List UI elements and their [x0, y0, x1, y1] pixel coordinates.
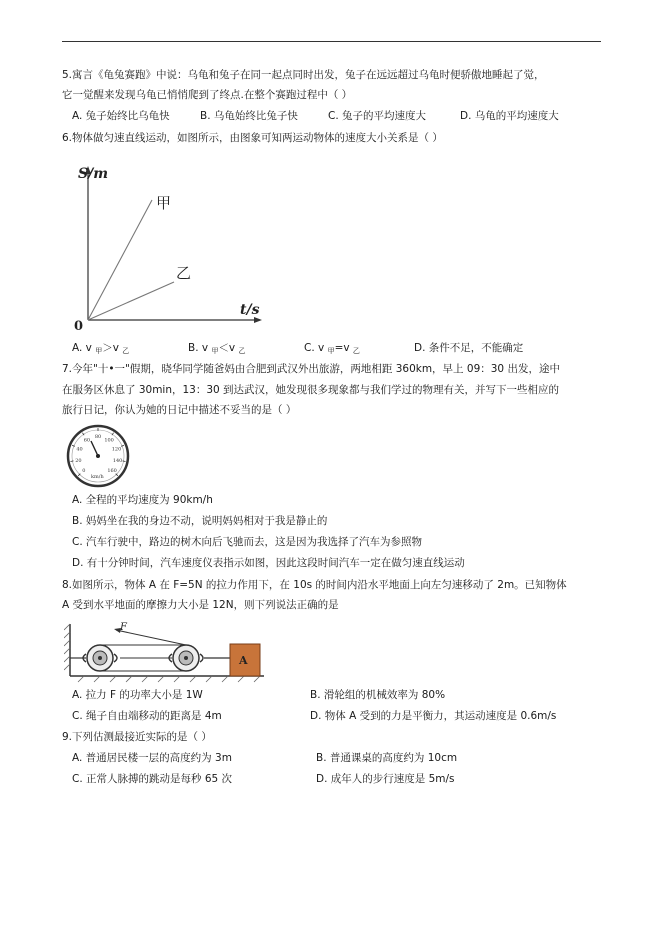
q9-option-c[interactable]: C. 正常人脉搏的跳动是每秒 65 次	[72, 773, 233, 785]
pulley-figure	[64, 618, 274, 684]
q6-option-b[interactable]: B. v $_甲$＜v $_乙$	[188, 342, 246, 355]
gauge-tick-label: 120	[111, 446, 122, 453]
gauge-tick-label: 20	[75, 457, 82, 464]
q7-stem-line2: 在服务区休息了 30min，13：30 到达武汉，她发现很多现象都与我们学过的物理有关，并写下一些相应的	[62, 384, 560, 396]
block-a-label: A	[239, 654, 248, 667]
jia-line	[88, 200, 152, 320]
q8-option-c[interactable]: C. 绳子自由端移动的距离是 4m	[72, 710, 222, 722]
q5-option-d[interactable]: D. 乌龟的平均速度大	[460, 110, 559, 122]
q6-stem: 6.物体做匀速直线运动，如图所示，由图象可知两运动物体的速度大小关系是（ ）	[62, 132, 443, 144]
q8-option-a[interactable]: A. 拉力 F 的功率大小是 1W	[72, 689, 203, 701]
x-axis-label: t/s	[240, 302, 260, 318]
q5-option-a[interactable]: A. 兔子始终比乌龟快	[72, 110, 170, 122]
q6-option-c[interactable]: C. v $_甲$=v $_乙$	[304, 342, 360, 355]
q9-option-d[interactable]: D. 成年人的步行速度是 5m/s	[316, 773, 455, 785]
y-axis-label: S/m	[78, 166, 109, 182]
gauge-tick-label: 160	[107, 468, 117, 475]
q7-stem-line1: 7.今年"十•一"假期，晓华同学随爸妈由合肥到武汉外出旅游，两地相距 360km，早上 09：30 出发，途中	[62, 363, 560, 375]
header-rule	[62, 41, 601, 42]
q7-option-a[interactable]: A. 全程的平均速度为 90km/h	[72, 494, 213, 506]
gauge-tick-label: 0	[82, 468, 86, 475]
q5-option-b[interactable]: B. 乌龟始终比兔子快	[200, 110, 298, 122]
q6-option-d[interactable]: D. 条件不足，不能确定	[414, 342, 524, 354]
q9-option-b[interactable]: B. 普通课桌的高度约为 10cm	[316, 752, 458, 764]
q6-option-a[interactable]: A. v $_甲$＞v $_乙$	[72, 342, 130, 355]
q8-option-d[interactable]: D. 物体 A 受到的力是平衡力，其运动速度是 0.6m/s	[310, 710, 557, 722]
yi-label: 乙	[176, 264, 192, 282]
q8-option-b[interactable]: B. 滑轮组的机械效率为 80%	[310, 689, 446, 701]
force-label: F	[120, 622, 127, 633]
q6-st-graph	[66, 158, 276, 338]
gauge-tick-label: 80	[94, 434, 102, 440]
gauge-unit: km/h	[91, 474, 104, 480]
q9-stem: 9.下列估测最接近实际的是（ ）	[62, 731, 212, 743]
q5-stem-line2: 它一觉醒来发现乌龟已悄悄爬到了终点.在整个赛跑过程中（ ）	[62, 89, 353, 101]
q9-option-a[interactable]: A. 普通居民楼一层的高度约为 3m	[72, 752, 232, 764]
q5-stem-line1: 5.寓言《龟兔赛跑》中说：乌龟和兔子在同一起点同时出发，兔子在远远超过乌龟时便骄傲地睡起了觉，	[62, 69, 545, 81]
q7-stem-line3: 旅行日记，你认为她的日记中描述不妥当的是（ ）	[62, 404, 297, 416]
q7-option-d[interactable]: D. 有十分钟时间，汽车速度仪表指示如图，因此这段时间汽车一定在做匀速直线运动	[72, 557, 465, 569]
q5-option-c[interactable]: C. 兔子的平均速度大	[328, 110, 427, 122]
q8-stem-line1: 8.如图所示，物体 A 在 F=5N 的拉力作用下，在 10s 的时间内沿水平地面上向左匀速移动了 2m。已知物体	[62, 579, 567, 591]
gauge-tick-label: 60	[83, 437, 91, 444]
origin-label: 0	[74, 319, 84, 334]
gauge-tick-label: 140	[112, 457, 123, 464]
yi-line	[88, 282, 174, 320]
speedometer-gauge	[64, 424, 132, 488]
q7-option-c[interactable]: C. 汽车行驶中，路边的树木向后飞驰而去，这是因为我选择了汽车为参照物	[72, 536, 423, 548]
gauge-tick-label: 100	[104, 437, 114, 444]
gauge-tick-label: 40	[76, 446, 83, 453]
q8-stem-line2: A 受到水平地面的摩擦力大小是 12N，则下列说法正确的是	[62, 599, 339, 611]
q7-option-b[interactable]: B. 妈妈坐在我的身边不动，说明妈妈相对于我是静止的	[72, 515, 328, 527]
jia-label: 甲	[156, 194, 172, 212]
